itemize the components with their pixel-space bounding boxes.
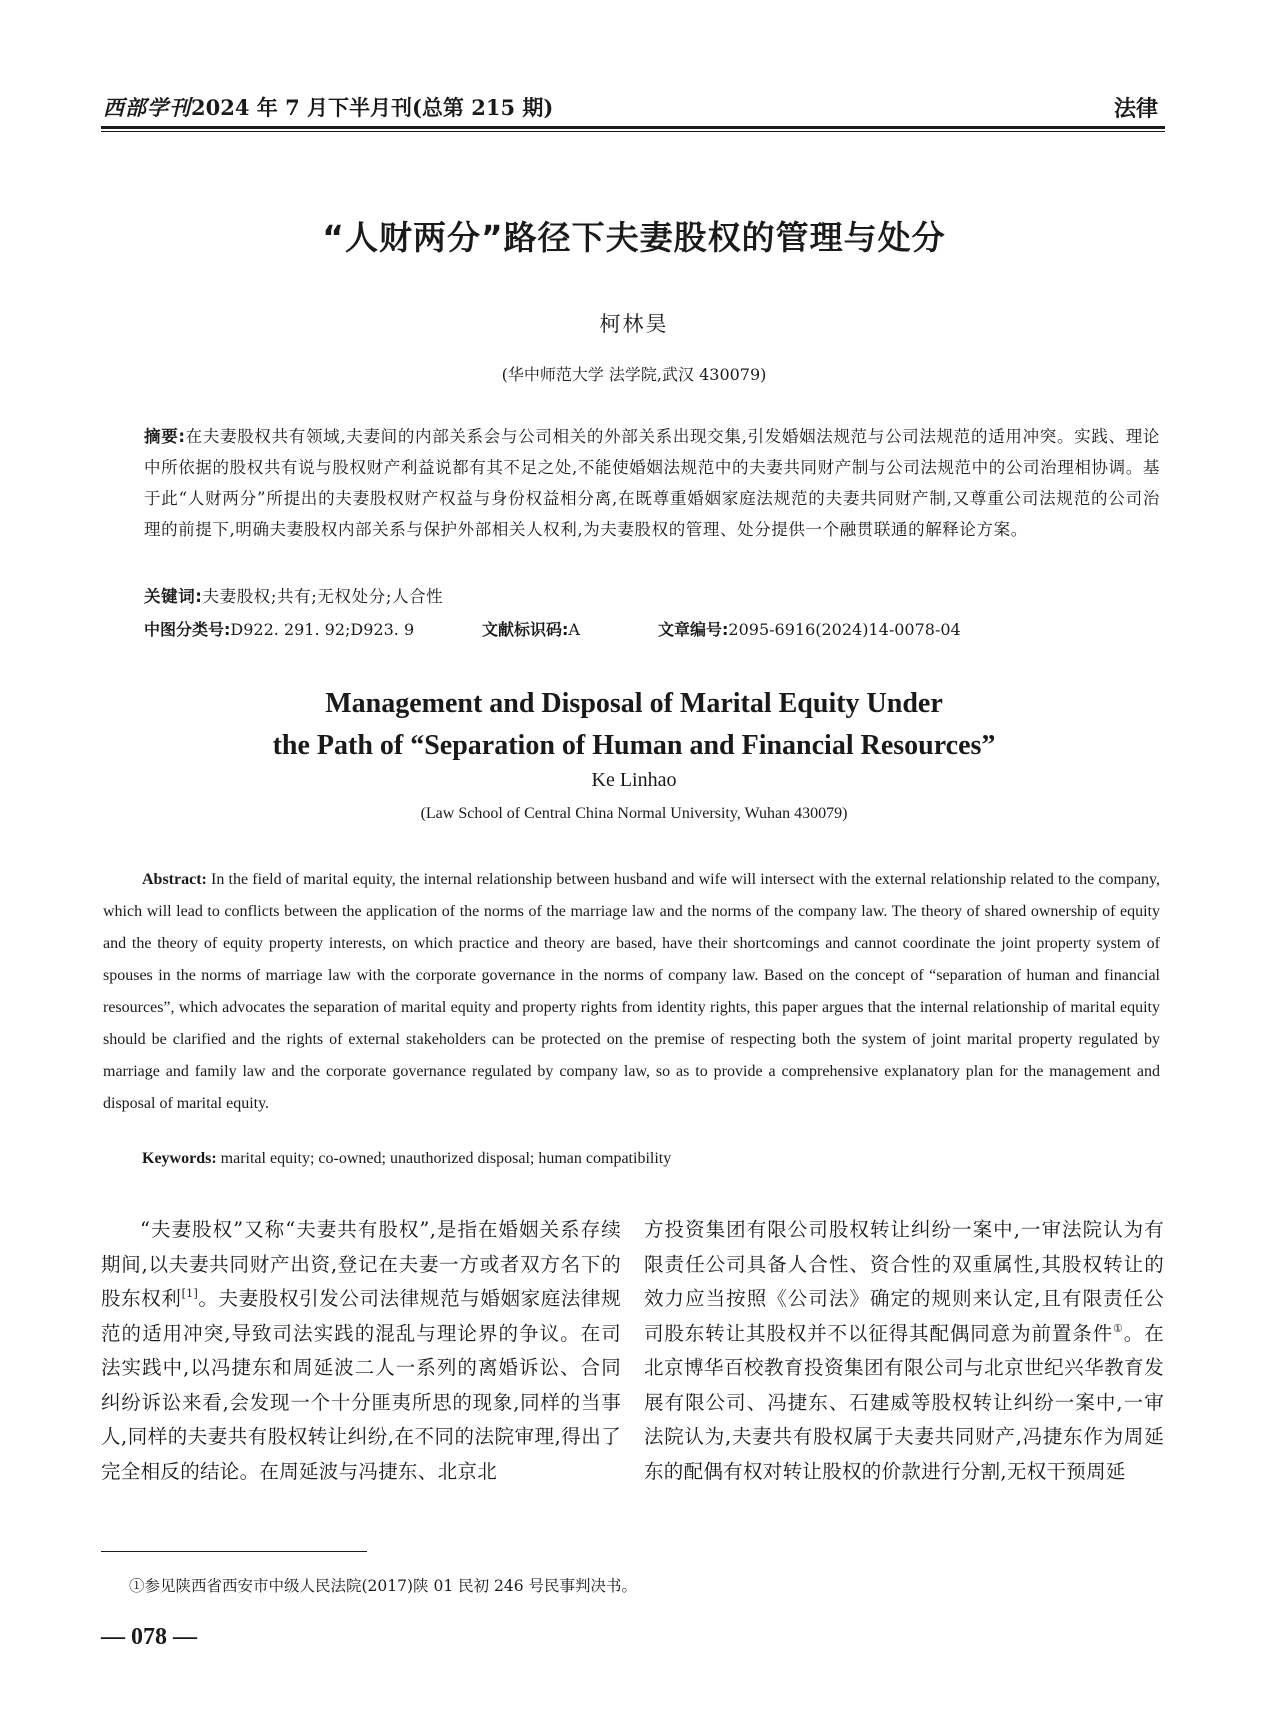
abstract-label: 摘要: [144, 427, 186, 446]
body-column-right: 方投资集团有限公司股权转让纠纷一案中,一审法院认为有限责任公司具备人合性、资合性的双重属性,其股权转让的效力应当按照《公司法》确定的规则来认定,且有限责任公司股东转让其股权并不以征得其配偶同意为前置条件①。在北京博华百校教育投资集团有限公司与北京世纪兴华教育发展有限公司、冯捷东、石建威等股权转让纠纷一案中,一审法院认为,夫妻共有股权属于夫妻共同财产,冯捷东作为周延东的配偶有权对转让股权的价款进行分割,无权干预周延 [644, 1218, 1164, 1483]
title-english [0, 683, 1268, 767]
footnote-rule [101, 1551, 367, 1552]
title-english-line1: Management and Disposal of Marital Equity Under [325, 688, 943, 719]
keywords-text: 夫妻股权;共有;无权处分;人合性 [202, 587, 444, 606]
body-column-left: “夫妻股权”又称“夫妻共有股权”,是指在婚姻关系存续期间,以夫妻共同财产出资,登记在夫妻一方或者双方名下的股东权利[1]。夫妻股权引发公司法律规范与婚姻家庭法律规范的适用冲突,导致司法实践的混乱与理论界的争议。在司法实践中,以冯捷东和周延波二人一系列的离婚诉讼、合同纠纷诉讼来看,会发现一个十分匪夷所思的现象,同样的当事人,同样的夫妻共有股权转让纠纷,在不同的法院审理,得出了完全相反的结论。在周延波与冯捷东、北京北 [101, 1218, 621, 1483]
clc-code: 中图分类号:D922. 291. 92;D923. 9 [144, 620, 415, 639]
header-rule-thin [101, 131, 1165, 132]
title-chinese: “人财两分”路径下夫妻股权的管理与处分 [322, 218, 946, 257]
abstract-english [103, 864, 1160, 1120]
document-code: 文献标识码:A [482, 620, 580, 639]
abstract-chinese [144, 421, 1160, 545]
citation-1[interactable]: [1] [181, 1287, 199, 1300]
keywords-chinese [144, 583, 443, 607]
keywords-en-text: marital equity; co-owned; unauthorized disposal; human compatibility [220, 1150, 672, 1167]
title-english-line2: the Path of “Separation of Human and Financial Resources” [272, 730, 996, 761]
affiliation-chinese: (华中师范大学 法学院,武汉 430079) [501, 365, 767, 384]
author-english: Ke Linhao [591, 769, 677, 791]
running-header [103, 92, 553, 122]
footnote: ①参见陕西省西安市中级人民法院(2017)陕 01 民初 246 号民事判决书。 [129, 1577, 638, 1595]
section-label: 法律 [1113, 97, 1158, 122]
article-number: 文章编号:2095-6916(2024)14-0078-04 [658, 620, 961, 639]
keywords-en-label: Keywords: [142, 1150, 217, 1167]
author-chinese: 柯林昊 [599, 312, 669, 336]
page-number: — 078 — [101, 1624, 197, 1650]
abstract-en-text: In the field of marital equity, the internal relationship between husband and wife will intersect with the external relationship related to the company, which will lead to conflicts between the application of the norms of the marriage law and the norms of the company law. The theory of shared ownership of equity and the theory of equity property interests, on which practice and theory are based, have their shortcomings and cannot coordinate the joint property system of spouses in the norms of marriage law with the corporate governance in the norms of company law. Based on the concept of “separation of human and financial resources”, which advocates the separation of marital equity and property rights from identity rights, this paper argues that the internal relationship of marital equity should be clarified and the rights of external stakeholders can be protected on the premise of respecting both the system of joint marital property regulated by marriage and family law and the corporate governance regulated by company law, so as to provide a comprehensive explanatory plan for the management and disposal of marital equity. [103, 871, 1160, 1112]
abstract-text: 在夫妻股权共有领域,夫妻间的内部关系会与公司相关的外部关系出现交集,引发婚姻法规范与公司法规范的适用冲突。实践、理论中所依据的股权共有说与股权财产利益说都有其不足之处,不能使婚姻法规范中的夫妻共同财产制与公司法规范中的公司治理相协调。基于此“人财两分”所提出的夫妻股权财产权益与身份权益相分离,在既尊重婚姻家庭法规范的夫妻共同财产制,又尊重公司法规范的公司治理的前提下,明确夫妻股权内部关系与保护外部相关人权利,为夫妻股权的管理、处分提供一个融贯联通的解释论方案。 [144, 427, 1160, 539]
header-rule [101, 126, 1165, 129]
journal-logo: 西部学刊 [103, 95, 191, 120]
keywords-english [142, 1150, 671, 1168]
footnote-ref-1[interactable]: ① [1113, 1321, 1124, 1335]
keywords-label: 关键词: [144, 587, 203, 606]
abstract-en-label: Abstract: [142, 871, 207, 888]
affiliation-english: (Law School of Central China Normal University, Wuhan 430079) [420, 805, 848, 822]
issue-info: 2024 年 7 月下半月刊(总第 215 期) [191, 95, 554, 120]
